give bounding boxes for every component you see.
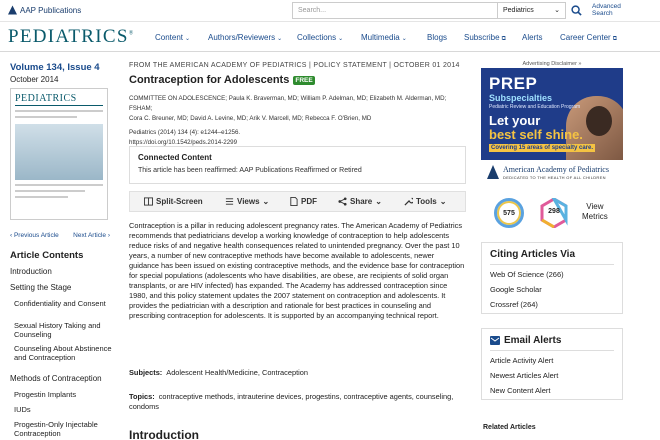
nav-label: Multimedia — [361, 33, 400, 42]
ad-org-bar — [481, 160, 623, 186]
topics-links[interactable]: contraceptive methods, intrauterine devices, progestins, contraceptive agents, counseling, condoms — [129, 392, 454, 411]
citing-articles-title: Citing Articles Via — [490, 249, 614, 265]
alert-link[interactable]: Article Activity Alert — [490, 356, 554, 365]
nav-subscribe[interactable] — [464, 33, 506, 43]
altmetric-badge[interactable] — [494, 198, 524, 228]
authors-line[interactable]: COMMITTEE ON ADOLESCENCE; Paula K. Braverman, MD; William P. Adelman, MD; Elizabeth M. Alderman, MD; FSHAM; — [129, 95, 447, 112]
citing-link[interactable]: Web Of Science (266) — [490, 270, 564, 279]
toc-item[interactable]: Sexual History Taking and Counseling — [14, 321, 101, 339]
article-contents-heading: Article Contents — [10, 250, 84, 261]
publisher-logo[interactable] — [8, 5, 81, 15]
nav-collections[interactable] — [297, 33, 343, 42]
cover-line — [15, 196, 68, 198]
nav-authors-reviewers[interactable] — [208, 33, 282, 42]
toc-item[interactable]: Methods of Contraception — [10, 374, 102, 383]
article-title-text: Contraception for Adolescents — [129, 74, 290, 86]
ad-tagline: Covering 15 areas of specialty care. — [491, 145, 594, 151]
aap-logo-icon — [487, 165, 499, 179]
pdf-button[interactable] — [289, 197, 317, 206]
author-list — [129, 94, 466, 124]
article-title — [129, 74, 466, 86]
chevron-down-icon: ⌄ — [554, 7, 560, 14]
topics-label: Topics: — [129, 392, 155, 401]
connected-content-title: Connected Content — [138, 153, 212, 162]
advertisement[interactable] — [481, 68, 623, 186]
toc-item[interactable]: IUDs — [14, 405, 31, 414]
email-alerts-label: Email Alerts — [504, 335, 562, 346]
advanced-search-link[interactable] — [592, 3, 621, 17]
main-nav — [0, 22, 660, 52]
view-metrics-line2: Metrics — [582, 212, 608, 221]
toc-item[interactable]: Counseling About Abstinence and Contraception — [14, 344, 112, 362]
chevron-down-icon: ⌄ — [262, 197, 270, 206]
chevron-down-icon: ⌄ — [338, 36, 344, 42]
metrics-row — [494, 196, 624, 232]
ad-headline-line2: best self shine. — [489, 127, 583, 142]
previous-article-link[interactable]: ‹ Previous Article — [10, 232, 59, 239]
next-article-link[interactable]: Next Article › — [73, 232, 110, 239]
view-metrics-link[interactable] — [582, 202, 608, 222]
search-icon — [571, 5, 582, 16]
citing-link[interactable]: Google Scholar — [490, 285, 542, 294]
authors-line[interactable]: Cora C. Breuner, MD; David A. Levine, MD; Arik V. Marcell, MD; Rebecca F. O'Brien, MD — [129, 115, 372, 122]
top-bar — [0, 0, 660, 22]
chevron-down-icon: ⌄ — [375, 197, 382, 206]
article-pager — [10, 232, 110, 239]
dimensions-badge[interactable] — [539, 198, 569, 228]
nav-label: Blogs — [427, 33, 448, 42]
dimensions-score: 298 — [548, 208, 560, 215]
tools-button[interactable] — [404, 197, 446, 206]
nav-blogs[interactable] — [427, 33, 447, 42]
publisher-name: AAP Publications — [20, 5, 82, 15]
email-alerts-panel — [481, 328, 623, 400]
pdf-icon — [289, 197, 298, 206]
subjects-links[interactable]: Adolescent Health/Medicine, Contraception — [166, 368, 309, 377]
article-toolbar — [129, 191, 466, 212]
toc-item[interactable]: Introduction — [10, 267, 52, 276]
cover-title: PEDIATRICS — [15, 93, 103, 106]
introduction-heading: Introduction — [129, 428, 199, 440]
alert-link[interactable]: Newest Articles Alert — [490, 371, 559, 380]
search-input[interactable]: Search... — [292, 2, 498, 19]
list-icon — [225, 197, 234, 206]
nav-label: Subscribe — [464, 33, 500, 42]
article-kicker: FROM THE AMERICAN ACADEMY OF PEDIATRICS | POLICY STATEMENT | OCTOBER 01 2014 — [129, 62, 460, 69]
envelope-icon — [490, 336, 500, 345]
issue-cover-image[interactable] — [10, 88, 108, 220]
ad-headline — [489, 114, 583, 142]
article-header — [129, 62, 466, 148]
nav-label: Alerts — [522, 33, 543, 42]
registered-mark: ® — [128, 30, 135, 37]
ad-org-dedication: DEDICATED TO THE HEALTH OF ALL CHILDREN — [503, 175, 606, 180]
external-link-icon: ⧉ — [612, 36, 617, 42]
nav-label: Authors/Reviewers — [208, 33, 276, 42]
chevron-down-icon: ⌄ — [439, 197, 447, 206]
citing-link[interactable]: Crossref (264) — [490, 300, 538, 309]
chevron-down-icon: ⌄ — [185, 36, 191, 42]
subjects — [129, 368, 466, 378]
aap-logo-icon — [8, 5, 17, 15]
nav-content[interactable] — [155, 33, 190, 42]
ad-photo-head — [586, 106, 612, 136]
issue-volume[interactable]: Volume 134, Issue 4 — [10, 62, 100, 73]
advanced-search-line2: Search — [592, 10, 613, 17]
share-button[interactable] — [338, 197, 382, 206]
nav-label: Collections — [297, 33, 337, 42]
altmetric-score: 575 — [503, 209, 515, 217]
related-articles-heading: Related Articles — [483, 424, 536, 431]
ad-subtitle: Pediatric Review and Education Program — [489, 104, 581, 110]
chevron-down-icon: ⌄ — [277, 36, 283, 42]
ad-subspecialties: Subspecialties — [489, 93, 553, 103]
cover-line — [15, 184, 103, 186]
cover-line — [15, 110, 103, 112]
external-link-icon: ⧉ — [501, 36, 506, 42]
toc-item[interactable]: Confidentiality and Consent — [14, 299, 106, 308]
cover-picture — [15, 124, 103, 180]
abstract-text: Contraception is a pillar in reducing adolescent pregnancy rates. The American Academy of Pediatrics recommends that pediatricians develop a working knowledge of contraception to help adolescents reduce risks of and negative health consequences related to unintended pregnancy. Over the past 10 years, a number of new contraceptive methods have become available to adolescents, newer guidance has been issued on existing contraceptive methods, and the evidence base for contraception for special populations (adolescents who have disabilities, are obese, are recipients of solid organ transplants, or are HIV infected) has expanded. The Academy has addressed contraception since 1980, and this policy statement updates the 2007 statement on contraception and adolescents. It provides the pediatrician with a description and rationale for best practices in counseling and prescribing contraception for adolescents. It is supported by an accompanying technical report. — [129, 221, 465, 320]
search-scope-select[interactable] — [498, 2, 566, 19]
views-label: Views — [237, 197, 260, 206]
issue-date: October 2014 — [10, 75, 59, 84]
share-label: Share — [350, 197, 373, 206]
advanced-search-line1: Advanced — [592, 3, 621, 10]
chevron-down-icon: ⌄ — [401, 36, 407, 42]
wrench-icon — [404, 197, 413, 206]
connected-content-box — [129, 146, 466, 184]
alert-link[interactable]: New Content Alert — [490, 386, 551, 395]
split-screen-icon — [144, 197, 153, 206]
search-button[interactable] — [566, 2, 586, 19]
nav-career-center[interactable] — [560, 33, 617, 43]
topics — [129, 392, 466, 412]
ad-org-name: American Academy of Pediatrics — [503, 165, 609, 174]
ad-prep: PREP — [489, 74, 538, 93]
email-alerts-title — [490, 335, 614, 351]
tools-label: Tools — [416, 197, 437, 206]
nav-label: Content — [155, 33, 184, 42]
pdf-label: PDF — [301, 197, 317, 206]
connected-content-text[interactable]: This article has been reaffirmed: AAP Publications Reaffirmed or Retired — [138, 167, 362, 174]
free-badge: FREE — [295, 76, 313, 84]
toc-item[interactable]: Progestin-Only Injectable Contraception — [14, 420, 98, 438]
subjects-label: Subjects: — [129, 368, 163, 377]
citation-text: Pediatrics (2014) 134 (4): e1244–e1256. — [129, 129, 241, 136]
brand-name: PEDIATRICS — [8, 26, 129, 47]
split-screen-label: Split-Screen — [156, 197, 203, 206]
toc-item[interactable]: Progestin Implants — [14, 390, 77, 399]
share-icon — [338, 197, 347, 206]
citation — [129, 128, 466, 148]
toc-item[interactable]: Setting the Stage — [10, 283, 72, 292]
citing-articles-panel — [481, 242, 623, 314]
doi-link[interactable]: https://doi.org/10.1542/peds.2014-2299 — [129, 139, 238, 146]
cover-line — [15, 190, 85, 192]
nav-multimedia[interactable] — [361, 33, 407, 42]
views-button[interactable] — [225, 197, 269, 206]
search-scope-value: Pediatrics — [503, 7, 534, 14]
view-metrics-line1: View — [586, 202, 604, 211]
ad-headline-line1: Let your — [489, 113, 541, 128]
cover-line — [15, 116, 77, 118]
advertising-disclaimer-link[interactable]: Advertising Disclaimer » — [522, 61, 582, 67]
nav-alerts[interactable] — [522, 33, 542, 42]
nav-label: Career Center — [560, 33, 611, 42]
split-screen-button[interactable] — [144, 197, 203, 206]
